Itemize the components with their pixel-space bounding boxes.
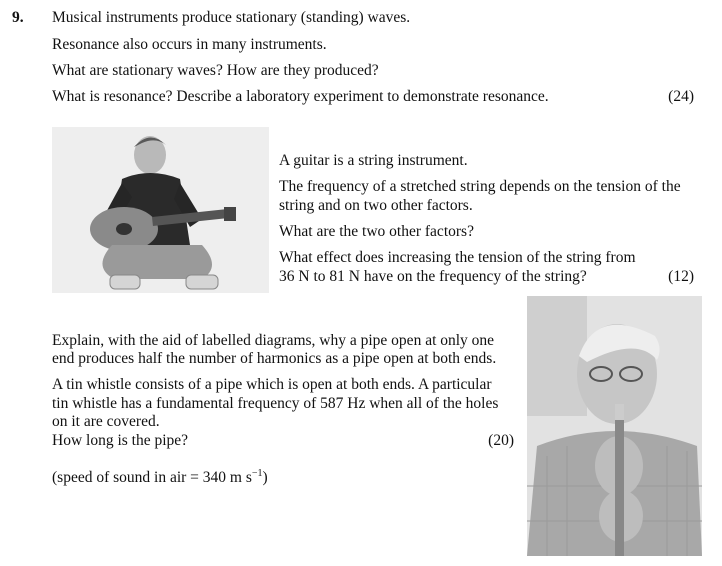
intro-line-3: What are stationary waves? How are they produced? [52, 62, 379, 79]
question-number: 9. [12, 9, 24, 26]
pipe-line-3: A tin whistle consists of a pipe which is open at both ends. A particular [52, 376, 492, 393]
speed-exponent: −1 [251, 468, 263, 479]
guitar-line-2: The frequency of a stretched string depends on the tension of the [279, 178, 681, 195]
guitar-line-6: 36 N to 81 N have on the frequency of the string? [279, 268, 587, 285]
guitar-line-4: What are the two other factors? [279, 223, 474, 240]
pipe-line-4: tin whistle has a fundamental frequency of 587 Hz when all of the holes [52, 395, 499, 412]
pipe-line-1: Explain, with the aid of labelled diagrams, why a pipe open at only one [52, 332, 495, 349]
speed-of-sound-note [52, 468, 268, 487]
intro-marks: (24) [668, 88, 694, 105]
speed-prefix: (speed of sound in air = 340 m s [52, 469, 252, 487]
pipe-marks: (20) [488, 432, 514, 449]
pipe-line-5: on it are covered. [52, 413, 160, 430]
guitarist-photo [52, 127, 269, 293]
intro-line-2: Resonance also occurs in many instruments. [52, 36, 327, 53]
speed-suffix: ) [262, 469, 268, 487]
tin-whistle-player-photo [527, 296, 702, 556]
intro-line-1: Musical instruments produce stationary (standing) waves. [52, 9, 411, 26]
pipe-line-6: How long is the pipe? [52, 432, 189, 449]
guitar-line-5: What effect does increasing the tension of the string from [279, 249, 636, 266]
guitar-line-3: string and on two other factors. [279, 197, 473, 214]
pipe-line-2: end produces half the number of harmonics as a pipe open at both ends. [52, 350, 497, 367]
guitar-line-1: A guitar is a string instrument. [279, 152, 468, 169]
intro-line-4: What is resonance? Describe a laboratory experiment to demonstrate resonance. [52, 88, 549, 105]
guitar-marks: (12) [668, 268, 694, 285]
